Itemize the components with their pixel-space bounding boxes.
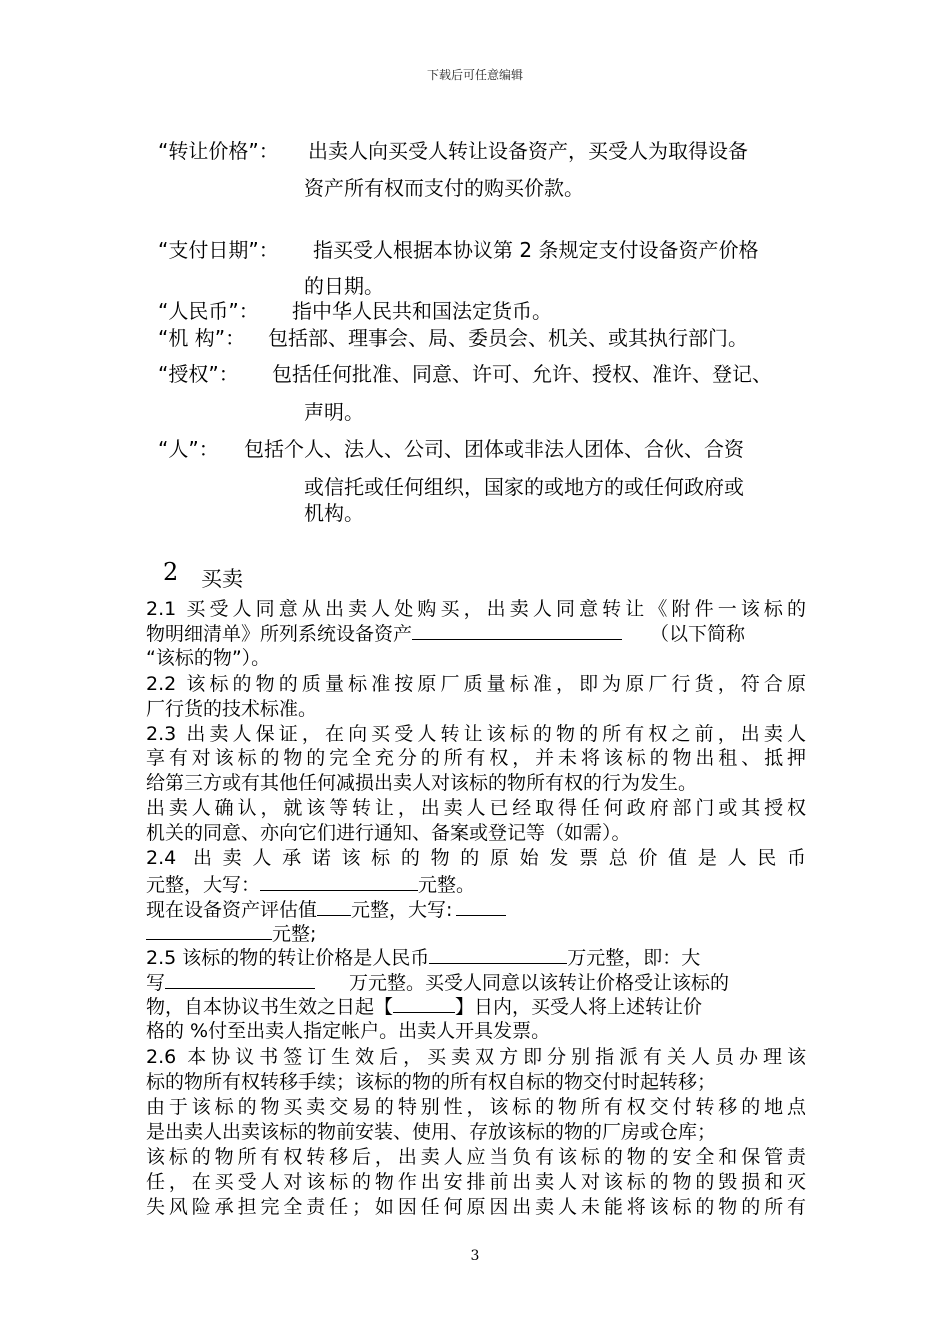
definition-text: 资产所有权而支付的购买价款。 <box>304 176 584 200</box>
section-title: 买卖 <box>201 567 243 591</box>
clause-line: 标的物所有权转移手续；该标的物的所有权自标的物交付时起转移； <box>146 1071 717 1093</box>
definition-term: “支付日期”： <box>158 238 279 262</box>
clause-line: 机关的同意、亦向它们进行通知、备案或登记等（如需）。 <box>146 822 631 844</box>
clause-text: 元整，大写： <box>146 874 261 896</box>
definition-text: 声明。 <box>304 400 364 424</box>
definition-term: “授权”： <box>158 362 239 386</box>
clause-line: “该标的物”）。 <box>146 647 271 669</box>
definition-text: 或信托或任何组织，国家的或地方的或任何政府或 <box>304 475 744 499</box>
blank-underline <box>260 872 418 891</box>
clause-line: 是出卖人出卖该标的物前安装、使用、存放该标的物的厂房或仓库； <box>146 1121 717 1143</box>
definition-text: 的日期。 <box>304 274 384 298</box>
blank-underline <box>393 994 455 1013</box>
section-number: 2 <box>163 558 179 586</box>
clause-line: 任，在买受人对该标的物作出安排前出卖人对该标的物的毁损和灭 <box>146 1171 806 1193</box>
definition-text: 包括任何批准、同意、许可、允许、授权、准许、登记、 <box>272 362 772 386</box>
clause-text: 物，自本协议书生效之日起【 <box>146 996 394 1018</box>
clause-line: 2.2 该标的物的质量标准按原厂质量标准，即为原厂行货，符合原 <box>146 673 806 695</box>
blank-underline <box>317 897 351 916</box>
definition-text: 机构。 <box>304 501 364 525</box>
clause-line: 享有对该标的物的完全充分的所有权，并未将该标的物出租、抵押 <box>146 747 806 769</box>
clause-text: 物明细清单》所列系统设备资产 <box>146 623 413 645</box>
clause-line: 由于该标的物买卖交易的特别性，该标的物所有权交付转移的地点 <box>146 1096 806 1118</box>
page-number: 3 <box>470 1248 480 1264</box>
clause-text: 万元整，即：大 <box>567 947 701 969</box>
clause-line: 2.3 出卖人保证，在向买受人转让该标的物的所有权之前，出卖人 <box>146 723 806 745</box>
blank-underline <box>165 970 315 989</box>
definition-term: “人”： <box>158 437 219 461</box>
clause-line: 该标的物所有权转移后，出卖人应当负有该标的物的安全和保管责 <box>146 1146 806 1168</box>
definition-text: 包括部、理事会、局、委员会、机关、或其执行部门。 <box>268 326 748 350</box>
definition-text: 指买受人根据本协议第 2 条规定支付设备资产价格 <box>313 238 759 262</box>
clause-text: 万元整。买受人同意以该转让价格受让该标的 <box>349 972 730 994</box>
clause-line: 给第三方或有其他任何减损出卖人对该标的物所有权的行为发生。 <box>146 772 698 794</box>
clause-text: 】日内，买受人将上述转让价 <box>455 996 703 1018</box>
clause-line: 失风险承担完全责任；如因任何原因出卖人未能将该标的物的所有 <box>146 1196 806 1218</box>
clause-text: 2.5 该标的物的转让价格是人民币 <box>146 947 430 969</box>
clause-text: 元整，大写: <box>351 899 453 921</box>
clause-line: 2.1 买受人同意从出卖人处购买，出卖人同意转让《附件一该标的 <box>146 598 806 620</box>
clause-text: 元整; <box>272 923 317 945</box>
definition-term: “人民币”： <box>158 299 259 323</box>
clause-line: 厂行货的技术标准。 <box>146 698 318 720</box>
definition-term: “机 构”： <box>158 326 246 350</box>
blank-underline <box>429 945 567 964</box>
page-header-note: 下载后可任意编辑 <box>426 68 523 82</box>
clause-text: 元整。 <box>418 874 476 896</box>
clause-text: （以下简称 <box>650 623 746 645</box>
clause-line: 2.6 本协议书签订生效后，买卖双方即分别指派有关人员办理该 <box>146 1046 806 1068</box>
clause-line: 出卖人确认，就该等转让，出卖人已经取得任何政府部门或其授权 <box>146 797 806 819</box>
blank-underline <box>146 921 272 940</box>
blank-underline <box>456 897 506 916</box>
clause-text: 写 <box>146 972 166 994</box>
definition-term: “转让价格”： <box>158 139 279 163</box>
definition-text: 包括个人、法人、公司、团体或非法人团体、合伙、合资 <box>244 437 744 461</box>
definition-text: 出卖人向买受人转让设备资产，买受人为取得设备 <box>308 139 748 163</box>
clause-text: 现在设备资产评估值 <box>146 899 318 921</box>
clause-line: 格的 %付至出卖人指定帐户。出卖人开具发票。 <box>146 1020 551 1042</box>
clause-line: 2.4 出卖人承诺该标的物的原始发票总价值是人民币 <box>146 847 806 869</box>
blank-underline <box>412 621 622 640</box>
definition-text: 指中华人民共和国法定货币。 <box>292 299 552 323</box>
